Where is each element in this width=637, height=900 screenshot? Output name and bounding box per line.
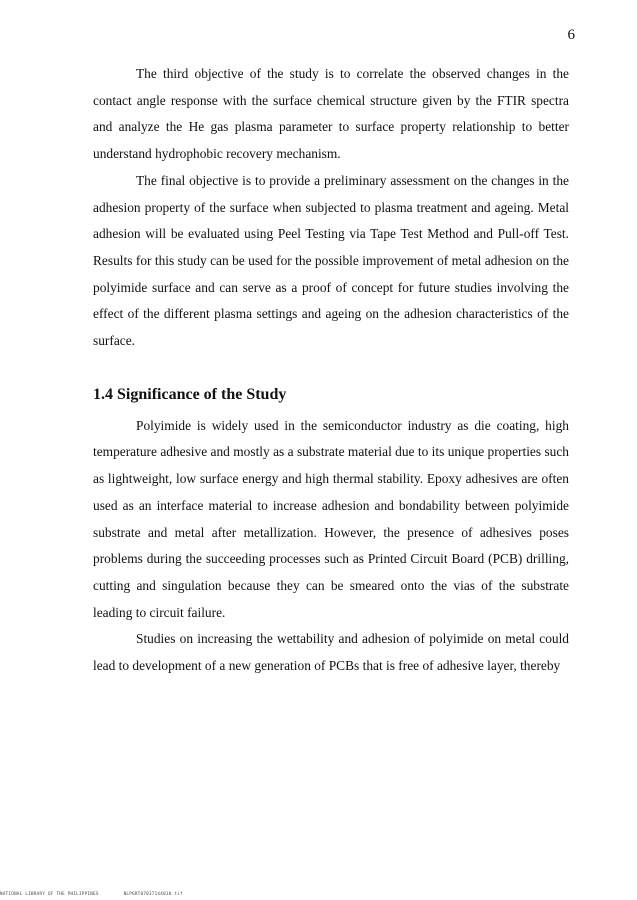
paragraph-wettability: Studies on increasing the wettability and adhesion of polyimide on metal could lead to development of a new generation of PCBs that is free of adhesive layer, thereby xyxy=(93,631,569,674)
footer-filename: NLPGRT07037144010.tif xyxy=(123,891,183,896)
footer-library: NATIONAL LIBRARY OF THE PHILIPPINES xyxy=(0,891,99,896)
scan-footer xyxy=(0,891,205,896)
page-body xyxy=(93,61,569,680)
paragraph-final-objective: The final objective is to provide a preliminary assessment on the changes in the adhesion property of the surface when subjected to plasma treatment and ageing. Metal adhesion will be evaluated using Peel Testing via Tape Test Method and Pull-off Test. Results for this study can be used for the possible improvement of metal adhesion on the polyimide surface and can serve as a proof of concept for future studies involving the effect of the different plasma settings and ageing on the adhesion characteristics of the surface. xyxy=(93,172,569,349)
paragraph-polyimide: Polyimide is widely used in the semiconductor industry as die coating, high temperature adhesive and mostly as a substrate material due to its unique properties such as lightweight, low surface energy and high thermal stability. Epoxy adhesives are often used as an interface material to increase adhesion and bondability between polyimide substrate and metal after metallization. However, the presence of adhesives poses problems during the succeeding processes such as Printed Circuit Board (PCB) drilling, cutting and singulation because they can be smeared onto the vias of the substrate leading to circuit failure. xyxy=(93,417,569,620)
paragraph-third-objective: The third objective of the study is to correlate the observed changes in the contact angle response with the surface chemical structure given by the FTIR spectra and analyze the He gas plasma parameter to surface property relationship to better understand hydrophobic recovery mechanism. xyxy=(93,66,569,162)
section-heading: 1.4 Significance of the Study xyxy=(93,385,287,403)
page-number: 6 xyxy=(567,27,575,43)
